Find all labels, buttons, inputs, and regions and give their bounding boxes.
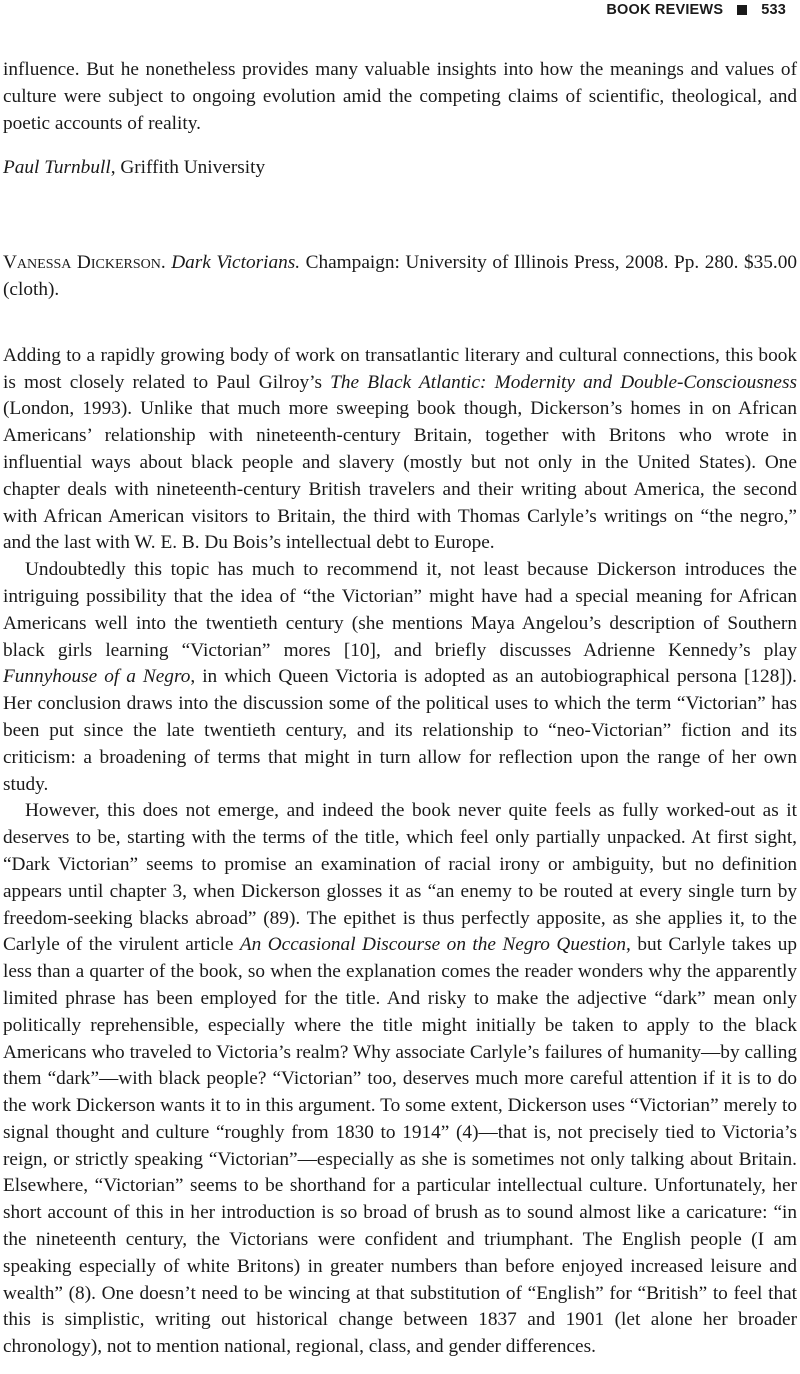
book-author: Vanessa Dickerson [3, 252, 161, 274]
review-text: , but Carlyle takes up less than a quarter of the book, so when the explanation comes the reader wonders why the apparently limited phrase has been employed for the title. And risky to make the adjective “dark” mean only politically reprehensible, especially where the title might initially be taken to apply to the black Americans who traveled to Victoria’s realm? Why associate Carlyle’s failures of humanity—by calling them “dark”—with black people? “Victorian” too, deserves much more careful attention if it is to do the work Dickerson wants it to in this argument. To some extent, Dickerson uses “Victorian” merely to signal thought and culture “roughly from 1830 to 1914” (4)—that is, not precisely tied to Victoria’s reign, or strictly speaking “Victorian”—especially as she is sometimes not only talking about Britain. Elsewhere, “Victorian” seems to be shorthand for a particular intellectual culture. Unfortunately, her short account of this in her introduction is so broad of brush as to sound almost like a caricature: “in the nineteenth century, the Victorians were confident and triumphant. The English people (I am speaking especially of white Britons) in greater numbers than before enjoyed increased leisure and wealth” (8). One doesn’t need to be wincing at that substitution of “English” for “British” to feel that this is simplistic, writing out historical change between 1837 and 1901 (let alone her broader chronology), not to mention national, regional, class, and gender differences. [3, 934, 798, 1358]
review-paragraph-3 [3, 798, 797, 1361]
running-header [606, 0, 786, 20]
previous-review-closing: influence. But he nonetheless provides many valuable insights into how the meanings and values of culture were subject to ongoing evolution amid the competing claims of scientific, theological, and poetic accounts of reality. [3, 59, 797, 134]
separator-square-icon [737, 5, 747, 15]
cited-title: The Black Atlantic: Modernity and Double-Consciousness [330, 371, 797, 393]
review-text: , in which Queen Victoria is adopted as an autobiographical persona [128]). Her conclusion draws into the discussion some of the political uses to which the term “Victorian” has been put since the late twentieth century, and its relationship to “neo-Victorian” fiction and its criticism: a broadening of terms that might in turn allow for reflection upon the range of her own study. [3, 666, 797, 795]
book-title: Dark Victorians. [171, 252, 301, 274]
citation-separator: . [160, 252, 172, 274]
review-text: Adding to a rapidly growing body of work on transatlantic literary and cultural connections, this book is most closely related to Paul Gilroy’s [3, 344, 797, 393]
reviewer-signature [3, 155, 797, 182]
review-paragraph-1 [3, 343, 797, 557]
section-title: BOOK REVIEWS [606, 2, 724, 18]
reviewer-affiliation: , Griffith University [110, 157, 266, 179]
review-text: However, this does not emerge, and indeed the book never quite feels as fully worked-out as it deserves to be, starting with the terms of the title, which feel only partially unpacked. At first sight, “Dark Victorian” seems to promise an examination of racial irony or ambiguity, but no definition appears until chapter 3, when Dickerson glosses it as “an enemy to be routed at every single turn by freedom-seeking blacks abroad” (89). The epithet is thus perfectly apposite, as she applies it, to the Carlyle of the virulent article [3, 800, 797, 956]
review-text: Undoubtedly this topic has much to recommend it, not least because Dickerson introduces the intriguing possibility that the idea of “the Victorian” might have had a special meaning for African Americans well into the twentieth century (she mentions Maya Angelou’s description of Southern black girls learning “Victorian” mores [10], and briefly discusses Adrienne Kennedy’s play [3, 559, 797, 661]
cited-title: Funnyhouse of a Negro [3, 666, 191, 688]
book-citation [3, 250, 797, 304]
page-number: 533 [761, 2, 786, 18]
review-paragraph-2 [3, 557, 797, 798]
page-content [3, 57, 797, 1361]
cited-title: An Occasional Discourse on the Negro Question [239, 934, 627, 956]
book-details: Champaign: University of Illinois Press, 2008. Pp. 280. $35.00 (cloth). [3, 252, 798, 300]
review-text: (London, 1993). Unlike that much more sweeping book though, Dickerson’s homes in on African Americans’ relationship with nineteenth-century Britain, together with Britons who wrote in influential ways about black people and slavery (mostly but not only in the United States). One chapter deals with nineteenth-century British travelers and their writing about America, the second with African American visitors to Britain, the third with Thomas Carlyle’s writings on “the negro,” and the last with W. E. B. Du Bois’s intellectual debt to Europe. [3, 398, 797, 554]
reviewer-name: Paul Turnbull [3, 157, 111, 179]
